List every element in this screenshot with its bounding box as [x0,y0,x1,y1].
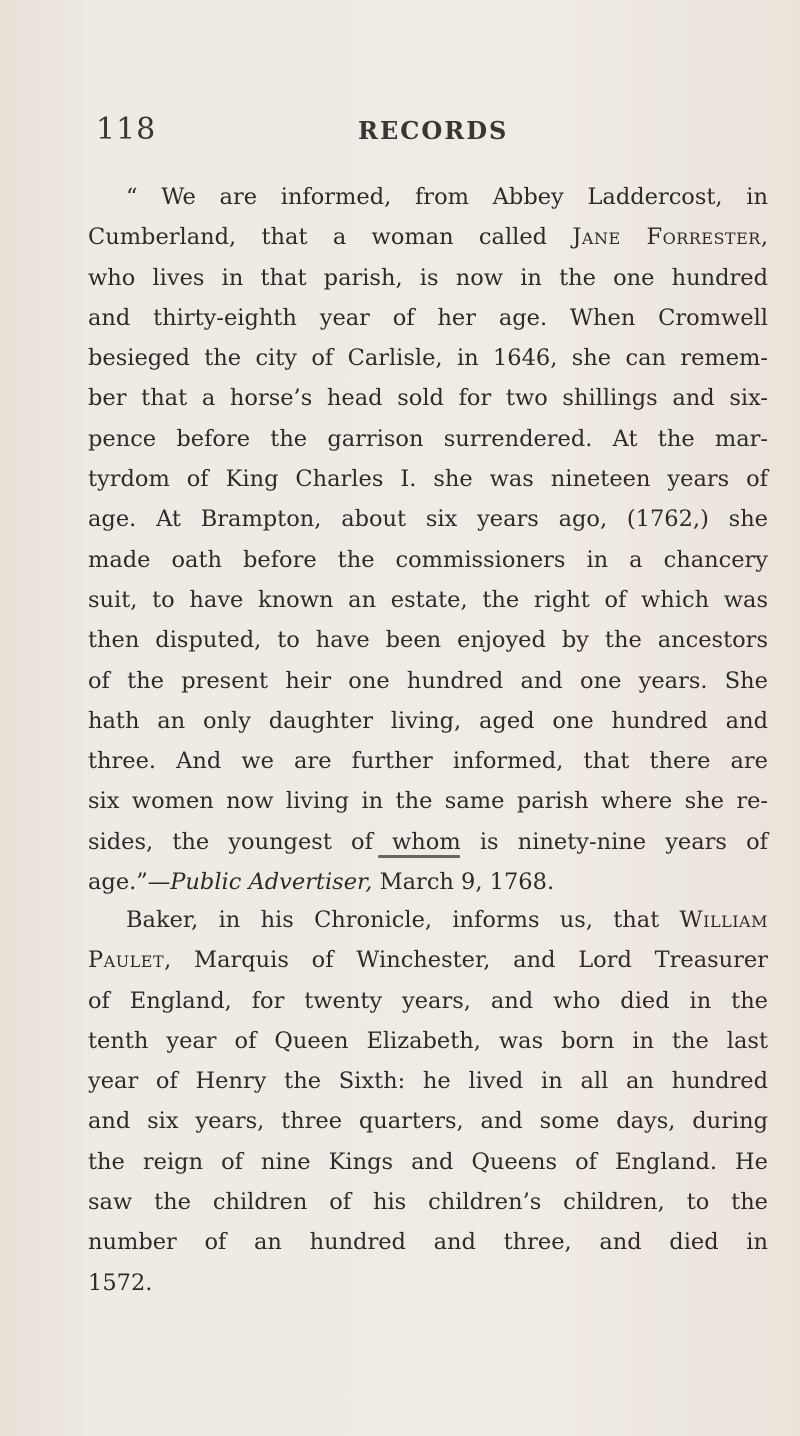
text-line: Cumberland, that a woman called Jane Forrester, [88,224,768,251]
text-line: of England, for twenty years, and who died in the [88,987,768,1014]
text-line: “ We are informed, from Abbey Laddercost, in [126,184,768,210]
text-line: made oath before the commissioners in a chancery [88,546,768,573]
text-line: of the present heir one hundred and one years. She [88,667,768,694]
page-header [96,112,736,152]
text-line: besieged the city of Carlisle, in 1646, she can remem- [88,345,768,372]
person-name: William [679,907,768,933]
text-line: ber that a horse’s head sold for two shillings and six- [88,385,768,412]
text-line: age. At Brampton, about six years ago, (1762,) she [88,506,768,533]
text-line: year of Henry the Sixth: he lived in all an hundred [88,1068,768,1095]
text-line: hath an only daughter living, aged one hundred and [88,707,768,734]
text-line: and thirty-eighth year of her age. When Cromwell [88,304,768,331]
text-line: then disputed, to have been enjoyed by the ancestors [88,627,768,654]
text-line: and six years, three quarters, and some days, during [88,1108,768,1135]
person-name: Jane Forrester [572,224,761,251]
source-citation: Public Advertiser, [170,869,373,896]
text-line: pence before the garrison surrendered. At the mar- [88,425,768,452]
text-line: who lives in that parish, is now in the one hundred [88,264,768,291]
text-line: number of an hundred and three, and died in [88,1229,768,1256]
citation-date: March 9, 1768. [372,869,555,896]
text-line: Baker, in his Chronicle, informs us, that William [126,907,768,933]
text-line: Paulet, Marquis of Winchester, and Lord Treasurer [88,947,768,974]
section-divider [378,855,460,858]
text-line: tenth year of Queen Elizabeth, was born in the last [88,1027,768,1054]
text-line: six women now living in the same parish where she re- [88,788,768,815]
paragraph-1 [88,177,768,902]
person-name: Paulet [88,947,165,974]
text-line: sides, the youngest of whom is ninety-nine years of [88,828,768,855]
text-line: three. And we are further informed, that there are [88,748,768,775]
text-line: saw the children of his children’s children, to the [88,1189,768,1216]
text-line: age.”—Public Advertiser, March 9, 1768. [88,869,555,896]
text-line: the reign of nine Kings and Queens of England. He [88,1148,768,1175]
text-line: suit, to have known an estate, the right of which was [88,586,768,613]
paragraph-2 [88,900,768,1303]
running-head: RECORDS [358,116,509,145]
text-line: tyrdom of King Charles I. she was nineteen years of [88,466,768,493]
page-number: 118 [96,112,157,147]
text-line: 1572. [88,1269,153,1296]
